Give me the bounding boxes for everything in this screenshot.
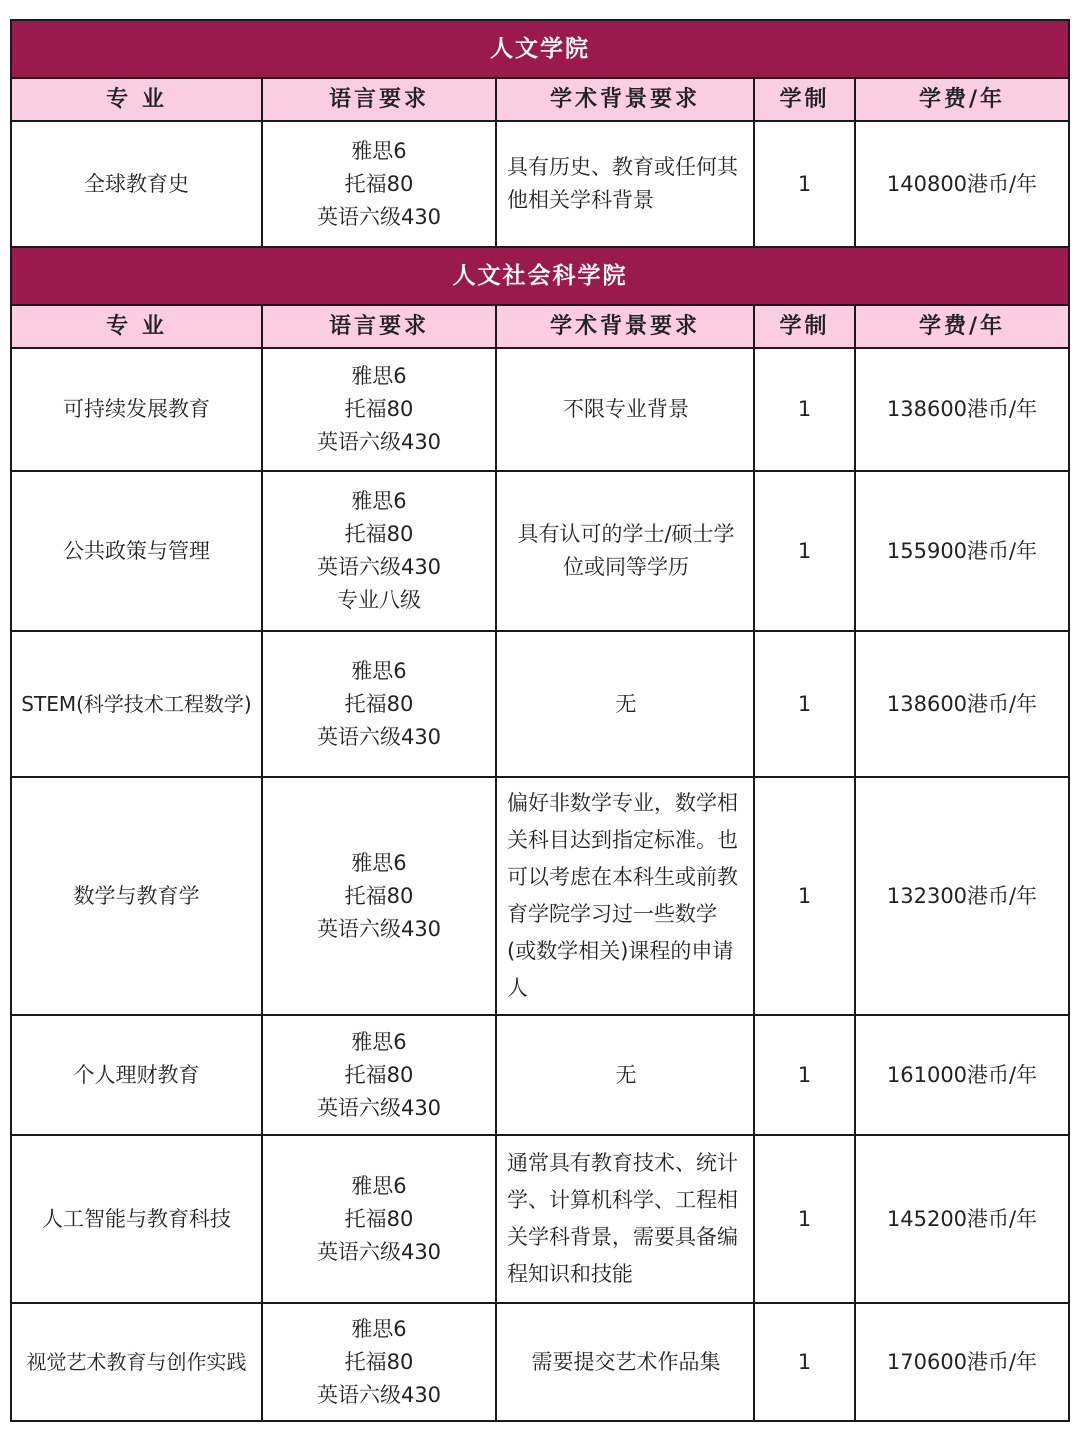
- language-req: 英语六级430: [316, 204, 442, 229]
- duration-cell: 1: [754, 1303, 855, 1421]
- fee-cell: 132300港币/年: [855, 777, 1069, 1015]
- language-req: 托福80: [344, 1062, 414, 1087]
- duration-cell: 1: [754, 777, 855, 1015]
- language-req: 雅思6: [351, 364, 407, 388]
- major-cell: 公共政策与管理: [11, 471, 262, 631]
- background-cell: 不限专业背景: [496, 348, 754, 471]
- section-header: [11, 20, 1069, 78]
- fee-cell: 145200港币/年: [855, 1135, 1069, 1303]
- language-cell: [262, 1303, 496, 1421]
- col-header-language: 语言要求: [262, 78, 496, 121]
- language-req: 雅思6: [351, 1316, 407, 1341]
- major-cell: 可持续发展教育: [11, 348, 262, 471]
- duration-cell: 1: [754, 1135, 855, 1303]
- background-cell: 需要提交艺术作品集: [496, 1303, 754, 1421]
- background-cell: 具有历史、教育或任何其他相关学科背景: [496, 121, 754, 247]
- col-header-fee: 学费/年: [855, 78, 1069, 121]
- col-header-background: 学术背景要求: [496, 78, 754, 121]
- duration-cell: 1: [754, 631, 855, 777]
- col-header-fee: 学费/年: [855, 305, 1069, 348]
- duration-cell: 1: [754, 348, 855, 471]
- language-cell: [262, 121, 496, 247]
- language-cell: [262, 777, 496, 1015]
- language-req: 雅思6: [351, 850, 407, 875]
- language-req: 专业八级: [337, 588, 421, 612]
- language-req: 托福80: [344, 522, 414, 546]
- program-table: [10, 19, 1070, 1422]
- background-cell: 无: [496, 1015, 754, 1135]
- table-row: [11, 471, 1069, 631]
- language-req: 雅思6: [351, 658, 407, 683]
- section-title: 人文学院: [11, 20, 1069, 78]
- language-req: 英语六级430: [316, 916, 442, 941]
- background-cell: 无: [496, 631, 754, 777]
- col-header-background: 学术背景要求: [496, 305, 754, 348]
- duration-cell: 1: [754, 121, 855, 247]
- fee-cell: 138600港币/年: [855, 348, 1069, 471]
- language-req: 托福80: [344, 1206, 414, 1231]
- table-row: [11, 348, 1069, 471]
- background-cell: 偏好非数学专业，数学相关科目达到指定标准。也可以考虑在本科生或前教育学院学习过一些数学(或数学相关)课程的申请人: [496, 777, 754, 1015]
- duration-cell: 1: [754, 471, 855, 631]
- table-row: [11, 631, 1069, 777]
- column-header-row: [11, 78, 1069, 121]
- language-req: 雅思6: [351, 1029, 407, 1054]
- fee-cell: 170600港币/年: [855, 1303, 1069, 1421]
- language-req: 托福80: [344, 691, 414, 716]
- language-cell: [262, 1015, 496, 1135]
- language-cell: [262, 1135, 496, 1303]
- table-row: [11, 1303, 1069, 1421]
- table-row: [11, 1135, 1069, 1303]
- duration-cell: 1: [754, 1015, 855, 1135]
- major-cell: 数学与教育学: [11, 777, 262, 1015]
- language-req: 英语六级430: [316, 430, 442, 454]
- column-header-row: [11, 305, 1069, 348]
- fee-cell: 161000港币/年: [855, 1015, 1069, 1135]
- background-cell: 通常具有教育技术、统计学、计算机科学、工程相关学科背景，需要具备编程知识和技能: [496, 1135, 754, 1303]
- fee-cell: 140800港币/年: [855, 121, 1069, 247]
- col-header-major: 专 业: [11, 305, 262, 348]
- language-req: 托福80: [344, 397, 414, 421]
- major-cell: STEM(科学技术工程数学): [11, 631, 262, 777]
- section-header: [11, 247, 1069, 305]
- table-row: [11, 777, 1069, 1015]
- language-req: 英语六级430: [316, 1095, 442, 1120]
- language-req: 托福80: [344, 883, 414, 908]
- language-req: 英语六级430: [316, 724, 442, 749]
- table-row: [11, 1015, 1069, 1135]
- language-req: 托福80: [344, 1349, 414, 1374]
- language-cell: [262, 471, 496, 631]
- language-req: 雅思6: [351, 489, 407, 513]
- section-title: 人文社会科学院: [11, 247, 1069, 305]
- language-req: 英语六级430: [316, 1239, 442, 1264]
- language-cell: [262, 348, 496, 471]
- col-header-duration: 学制: [754, 305, 855, 348]
- background-cell: 具有认可的学士/硕士学位或同等学历: [496, 471, 754, 631]
- language-req: 雅思6: [351, 1173, 407, 1198]
- language-req: 雅思6: [351, 138, 407, 163]
- col-header-language: 语言要求: [262, 305, 496, 348]
- major-cell: 全球教育史: [11, 121, 262, 247]
- major-cell: 视觉艺术教育与创作实践: [11, 1303, 262, 1421]
- col-header-duration: 学制: [754, 78, 855, 121]
- language-req: 英语六级430: [316, 1382, 442, 1407]
- col-header-major: 专 业: [11, 78, 262, 121]
- table-row: [11, 121, 1069, 247]
- major-cell: 人工智能与教育科技: [11, 1135, 262, 1303]
- language-req: 英语六级430: [316, 555, 442, 579]
- major-cell: 个人理财教育: [11, 1015, 262, 1135]
- language-cell: [262, 631, 496, 777]
- fee-cell: 138600港币/年: [855, 631, 1069, 777]
- fee-cell: 155900港币/年: [855, 471, 1069, 631]
- language-req: 托福80: [344, 171, 414, 196]
